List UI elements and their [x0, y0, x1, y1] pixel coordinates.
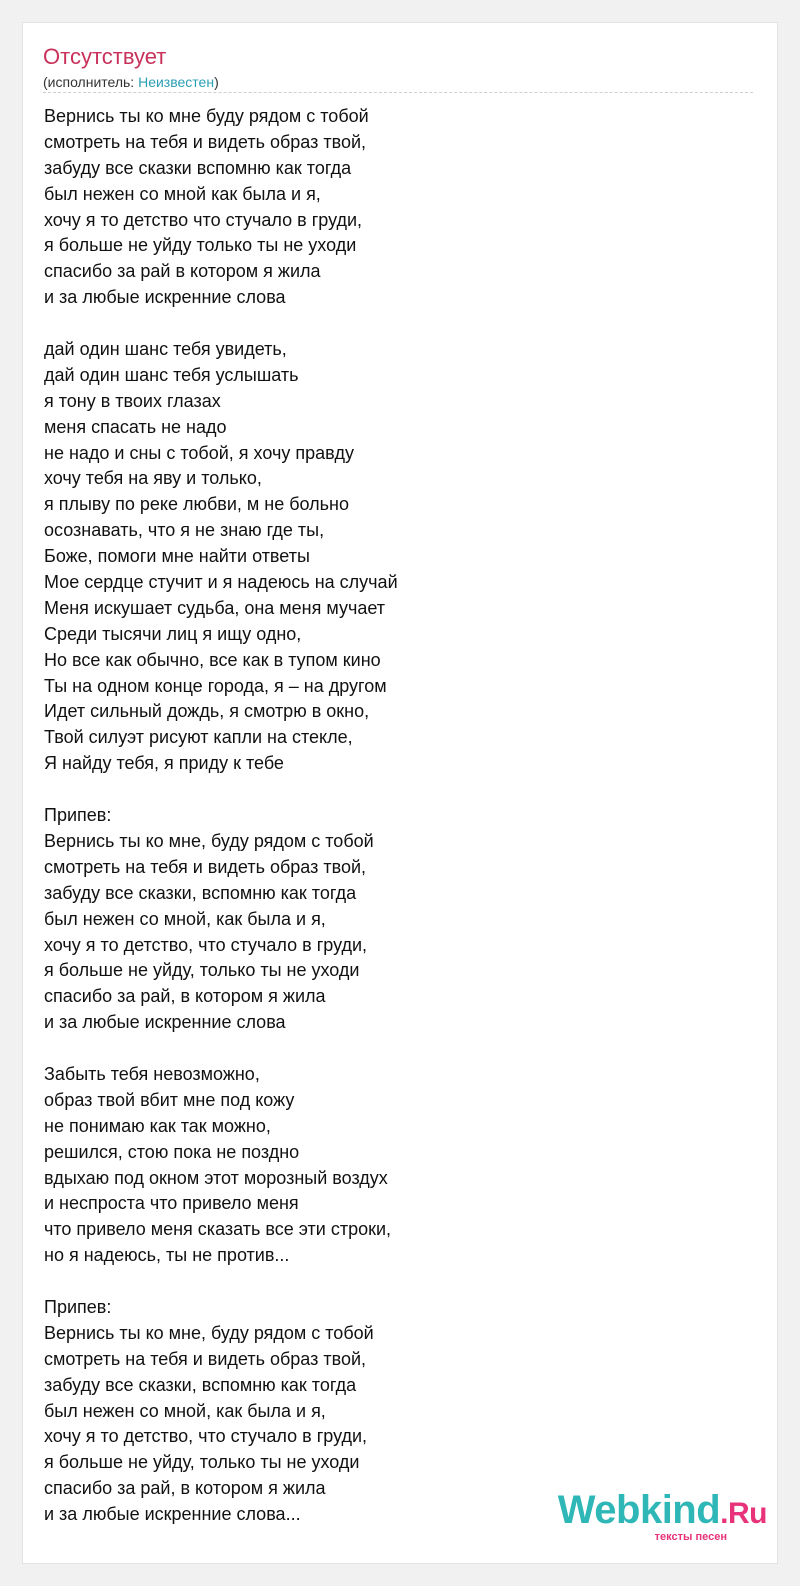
- lyric-line: [44, 777, 398, 803]
- artist-line: [43, 73, 219, 91]
- lyric-line: я больше не уйду, только ты не уходи: [44, 960, 360, 981]
- artist-link[interactable]: Неизвестен: [138, 74, 215, 90]
- lyric-line: хочу я то детство, что стучало в груди,: [44, 1426, 368, 1447]
- logo-wordmark: [558, 1490, 767, 1534]
- lyric-line: Припев:: [44, 1296, 112, 1317]
- lyric-line: не надо и сны с тобой, я хочу правду: [44, 442, 354, 463]
- lyric-line: я больше не уйду, только ты не уходи: [44, 1452, 360, 1473]
- lyric-line: и за любые искренние слова...: [44, 1504, 301, 1525]
- artist-prefix: (исполнитель:: [43, 74, 139, 90]
- lyric-line: не понимаю как так можно,: [44, 1115, 271, 1136]
- lyric-line: Боже, помоги мне найти ответы: [44, 546, 310, 567]
- lyric-line: [44, 1269, 398, 1295]
- title-divider: [43, 92, 753, 93]
- lyric-line: и за любые искренние слова: [44, 287, 286, 308]
- lyric-line: был нежен со мной, как была и я,: [44, 1400, 326, 1421]
- lyric-line: я плыву по реке любви, м не больно: [44, 494, 349, 515]
- lyric-line: [44, 311, 398, 337]
- lyric-line: я тону в твоих глазах: [44, 390, 221, 411]
- lyric-line: Я найду тебя, я приду к тебе: [44, 753, 284, 774]
- lyric-line: смотреть на тебя и видеть образ твой,: [44, 856, 367, 877]
- lyric-line: но я надеюсь, ты не против...: [44, 1245, 290, 1266]
- lyric-line: Идет сильный дождь, я смотрю в окно,: [44, 701, 370, 722]
- lyric-line: забуду все сказки, вспомню как тогда: [44, 1374, 357, 1395]
- lyric-line: вдыхаю под окном этот морозный воздух: [44, 1167, 388, 1188]
- lyric-line: был нежен со мной, как была и я,: [44, 908, 326, 929]
- lyric-line: Среди тысячи лиц я ищу одно,: [44, 623, 302, 644]
- lyric-line: спасибо за рай в котором я жила: [44, 261, 321, 282]
- lyric-line: Припев:: [44, 805, 112, 826]
- lyric-line: Вернись ты ко мне, буду рядом с тобой: [44, 830, 374, 851]
- lyric-line: спасибо за рай, в котором я жила: [44, 1478, 326, 1499]
- lyric-line: хочу я то детство что стучало в груди,: [44, 209, 363, 230]
- lyric-line: Но все как обычно, все как в тупом кино: [44, 649, 381, 670]
- lyric-line: Вернись ты ко мне, буду рядом с тобой: [44, 1322, 374, 1343]
- lyric-line: спасибо за рай, в котором я жила: [44, 986, 326, 1007]
- lyric-line: смотреть на тебя и видеть образ твой,: [44, 1348, 367, 1369]
- lyric-line: решился, стою пока не поздно: [44, 1141, 300, 1162]
- song-title: Отсутствует: [43, 44, 167, 69]
- webkind-logo[interactable]: [558, 1490, 767, 1543]
- lyric-line: и за любые искренние слова: [44, 1012, 286, 1033]
- lyric-line: и неспроста что привело меня: [44, 1193, 299, 1214]
- lyric-line: хочу я то детство, что стучало в груди,: [44, 934, 368, 955]
- lyric-line: Твой силуэт рисуют капли на стекле,: [44, 727, 353, 748]
- artist-suffix: ): [214, 74, 219, 90]
- song-card: [22, 22, 778, 1564]
- lyric-line: Вернись ты ко мне буду рядом с тобой: [44, 106, 369, 126]
- lyric-line: дай один шанс тебя услышать: [44, 364, 299, 385]
- lyric-line: я больше не уйду только ты не уходи: [44, 235, 357, 256]
- lyric-line: что привело меня сказать все эти строки,: [44, 1219, 392, 1240]
- lyric-line: хочу тебя на яву и только,: [44, 468, 262, 489]
- lyric-line: был нежен со мной как была и я,: [44, 183, 321, 204]
- lyric-line: Меня искушает судьба, она меня мучает: [44, 597, 385, 618]
- lyric-line: образ твой вбит мне под кожу: [44, 1089, 295, 1110]
- lyric-line: меня спасать не надо: [44, 416, 227, 437]
- lyrics-text: [44, 104, 398, 1528]
- lyric-line: Ты на одном конце города, я – на другом: [44, 675, 387, 696]
- lyric-line: осознавать, что я не знаю где ты,: [44, 520, 325, 541]
- lyric-line: забуду все сказки, вспомню как тогда: [44, 882, 357, 903]
- lyric-line: смотреть на тебя и видеть образ твой,: [44, 131, 367, 152]
- lyric-line: забуду все сказки вспомню как тогда: [44, 157, 352, 178]
- logo-brand: Webkind: [557, 1488, 721, 1532]
- lyric-line: Мое сердце стучит и я надеюсь на случай: [44, 572, 398, 593]
- lyric-line: Забыть тебя невозможно,: [44, 1063, 260, 1084]
- logo-tld: .Ru: [720, 1497, 767, 1530]
- logo-tagline: тексты песен: [654, 1531, 727, 1543]
- lyric-line: дай один шанс тебя увидеть,: [44, 339, 287, 360]
- lyric-line: [44, 1036, 398, 1062]
